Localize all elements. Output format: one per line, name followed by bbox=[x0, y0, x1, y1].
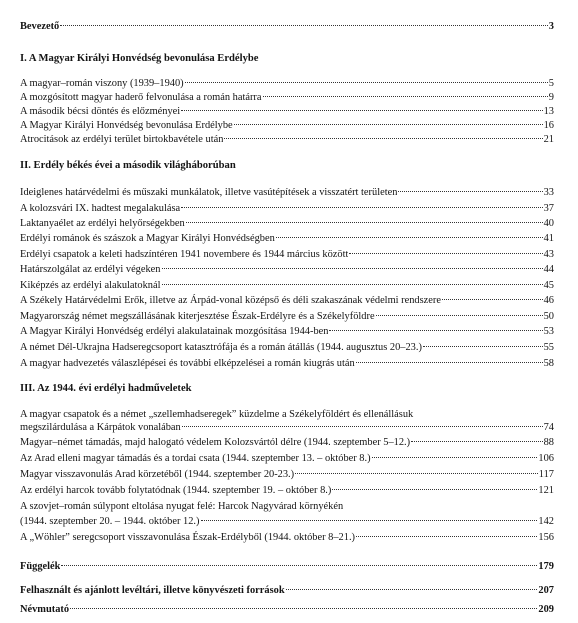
toc-entry-title: Erdélyi csapatok a keleti hadszíntéren 1941 novembere és 1944 március között bbox=[20, 249, 349, 260]
toc-entry-sources[interactable] bbox=[20, 584, 554, 597]
toc-entry-page: 117 bbox=[538, 469, 554, 480]
toc-entry-page: 45 bbox=[543, 280, 554, 291]
toc-entry[interactable] bbox=[20, 91, 554, 104]
toc-entry-title: A német Dél-Ukrajna Hadseregcsoport katasztrófája és a román átállás (1944. augusztus 20–23.) bbox=[20, 342, 422, 353]
toc-entry-page: 9 bbox=[548, 92, 554, 103]
toc-entry-page: 21 bbox=[543, 134, 554, 145]
dot-leader bbox=[356, 362, 543, 363]
toc-entry-page: 5 bbox=[548, 78, 554, 89]
toc-entry-page: 53 bbox=[543, 326, 554, 337]
toc-entry[interactable] bbox=[20, 341, 554, 354]
toc-entry-title: Magyar–német támadás, majd halogató védelem Kolozsvártól délre (1944. szeptember 5–12.) bbox=[20, 437, 411, 448]
toc-entry[interactable] bbox=[20, 294, 554, 307]
toc-entry-index[interactable] bbox=[20, 603, 554, 616]
dot-leader bbox=[182, 426, 543, 427]
dot-leader bbox=[201, 520, 538, 521]
dot-leader bbox=[162, 284, 543, 285]
toc-entry[interactable] bbox=[20, 217, 554, 230]
toc-entry-title: Atrocitások az erdélyi terület birtokbavétele után bbox=[20, 134, 224, 145]
dot-leader bbox=[423, 346, 543, 347]
toc-entry-page: 179 bbox=[538, 561, 554, 572]
toc-entry-page: 44 bbox=[543, 264, 554, 275]
toc-entry-intro[interactable] bbox=[20, 20, 554, 33]
toc-entry-title: A Székely Határvédelmi Erők, illetve az Árpád-vonal középső és déli szakaszának védelmi rendszere bbox=[20, 295, 441, 306]
toc-entry-page: 121 bbox=[538, 485, 554, 496]
toc-entry-page: 142 bbox=[538, 516, 554, 527]
dot-leader bbox=[60, 25, 548, 26]
dot-leader bbox=[372, 457, 538, 458]
toc-entry[interactable] bbox=[20, 468, 554, 481]
toc-entry-title: A Magyar Királyi Honvédség bevonulása Erdélybe bbox=[20, 120, 233, 131]
toc-entry[interactable] bbox=[20, 186, 554, 199]
toc-entry[interactable] bbox=[20, 310, 554, 323]
toc-entry-page: 43 bbox=[543, 249, 554, 260]
dot-leader bbox=[276, 237, 543, 238]
toc-entry-page: 16 bbox=[543, 120, 554, 131]
toc-entry[interactable] bbox=[20, 133, 554, 146]
toc-entry-page: 156 bbox=[538, 532, 554, 543]
section-heading-2: II. Erdély békés évei a második világháborúban bbox=[20, 160, 236, 171]
toc-entry-title-line1[interactable]: A magyar csapatok és a német „szellemhadseregek” küzdelme a Székelyföldért és ellenállásuk bbox=[20, 409, 414, 420]
dot-leader bbox=[442, 299, 543, 300]
dot-leader bbox=[186, 222, 543, 223]
dot-leader bbox=[286, 589, 538, 590]
section-heading-3: III. Az 1944. évi erdélyi hadműveletek bbox=[20, 383, 192, 394]
toc-entry-title-line1[interactable]: A szovjet–román súlypont eltolása nyugat felé: Harcok Nagyvárad környékén bbox=[20, 501, 344, 512]
toc-entry[interactable] bbox=[20, 105, 554, 118]
dot-leader bbox=[411, 441, 543, 442]
toc-entry-page: 46 bbox=[543, 295, 554, 306]
toc-entry-appendix[interactable] bbox=[20, 560, 554, 573]
toc-entry-title: A második bécsi döntés és előzményei bbox=[20, 106, 181, 117]
toc-entry[interactable] bbox=[20, 232, 554, 245]
toc-entry-title: Erdélyi románok és szászok a Magyar Királyi Honvédségben bbox=[20, 233, 275, 244]
toc-entry-title: A magyar–román viszony (1939–1940) bbox=[20, 78, 184, 89]
toc-entry-page: 207 bbox=[538, 585, 554, 596]
toc-entry-page: 3 bbox=[548, 21, 554, 32]
dot-leader bbox=[70, 608, 537, 609]
section-heading-1: I. A Magyar Királyi Honvédség bevonulása Erdélybe bbox=[20, 53, 259, 64]
toc-entry-title: Felhasznált és ajánlott levéltári, illetve könyvészeti források bbox=[20, 585, 285, 596]
toc-entry-page: 55 bbox=[543, 342, 554, 353]
toc-entry-title: Ideiglenes határvédelmi és műszaki munkálatok, illetve vasútépítések a visszatért területen bbox=[20, 187, 398, 198]
toc-entry[interactable] bbox=[20, 263, 554, 276]
dot-leader bbox=[376, 315, 543, 316]
toc-entry-page: 58 bbox=[543, 358, 554, 369]
toc-entry[interactable] bbox=[20, 357, 554, 370]
dot-leader bbox=[224, 138, 542, 139]
toc-entry[interactable] bbox=[20, 119, 554, 132]
toc-entry[interactable] bbox=[20, 484, 554, 497]
toc-entry-title: A Magyar Királyi Honvédség erdélyi alakulatainak mozgósítása 1944-ben bbox=[20, 326, 329, 337]
toc-entry-title: A kolozsvári IX. hadtest megalakulása bbox=[20, 203, 181, 214]
toc-entry[interactable] bbox=[20, 452, 554, 465]
toc-entry[interactable] bbox=[20, 325, 554, 338]
toc-entry-title: Magyar visszavonulás Arad körzetéből (1944. szeptember 20-23.) bbox=[20, 469, 295, 480]
toc-entry[interactable] bbox=[20, 531, 554, 544]
toc-entry-title: A magyar hadvezetés válaszlépései és további elképzelései a román kiugrás után bbox=[20, 358, 355, 369]
dot-leader bbox=[295, 473, 538, 474]
toc-entry-page: 33 bbox=[543, 187, 554, 198]
toc-entry-title: Bevezető bbox=[20, 21, 60, 32]
toc-entry-title: Kiképzés az erdélyi alakulatoknál bbox=[20, 280, 161, 291]
dot-leader bbox=[234, 124, 543, 125]
toc-entry[interactable] bbox=[20, 77, 554, 90]
dot-leader bbox=[61, 565, 537, 566]
toc-entry[interactable] bbox=[20, 279, 554, 292]
toc-entry-title: megszilárdulása a Kárpátok vonalában bbox=[20, 422, 181, 433]
toc-entry-page: 40 bbox=[543, 218, 554, 229]
toc-entry-title: Laktanyaélet az erdélyi helyőrségekben bbox=[20, 218, 185, 229]
toc-entry[interactable] bbox=[20, 202, 554, 215]
dot-leader bbox=[162, 268, 543, 269]
dot-leader bbox=[356, 536, 537, 537]
toc-entry-title: A „Wöhler” seregcsoport visszavonulása Észak-Erdélyből (1944. október 8–21.) bbox=[20, 532, 355, 543]
dot-leader bbox=[398, 191, 542, 192]
toc-entry-page: 13 bbox=[543, 106, 554, 117]
toc-entry-title: Az Arad elleni magyar támadás és a tordai csata (1944. szeptember 13. – október 8.) bbox=[20, 453, 371, 464]
dot-leader bbox=[185, 82, 548, 83]
toc-entry[interactable] bbox=[20, 421, 554, 434]
toc-entry-page: 41 bbox=[543, 233, 554, 244]
toc-entry-title: (1944. szeptember 20. – 1944. október 12.) bbox=[20, 516, 200, 527]
toc-entry-page: 50 bbox=[543, 311, 554, 322]
toc-entry-page: 74 bbox=[543, 422, 554, 433]
dot-leader bbox=[181, 207, 542, 208]
toc-entry-title: Névmutató bbox=[20, 604, 70, 615]
toc-entry-page: 88 bbox=[543, 437, 554, 448]
toc-entry-title: Magyarország német megszállásának kiterjesztése Észak-Erdélyre és a Székelyföldre bbox=[20, 311, 375, 322]
toc-entry[interactable] bbox=[20, 436, 554, 449]
toc-entry-title: Függelék bbox=[20, 561, 61, 572]
toc-entry-page: 209 bbox=[538, 604, 554, 615]
dot-leader bbox=[181, 110, 542, 111]
toc-entry-title: Az erdélyi harcok tovább folytatódnak (1944. szeptember 19. – október 8.) bbox=[20, 485, 332, 496]
toc-entry-title: A mozgósított magyar haderő felvonulása a román határra bbox=[20, 92, 262, 103]
dot-leader bbox=[349, 253, 542, 254]
dot-leader bbox=[332, 489, 537, 490]
toc-entry-page: 37 bbox=[543, 203, 554, 214]
toc-entry[interactable] bbox=[20, 515, 554, 528]
toc-entry-title: Határszolgálat az erdélyi végeken bbox=[20, 264, 161, 275]
dot-leader bbox=[263, 96, 548, 97]
toc-entry[interactable] bbox=[20, 248, 554, 261]
toc-entry-page: 106 bbox=[538, 453, 554, 464]
dot-leader bbox=[329, 330, 542, 331]
